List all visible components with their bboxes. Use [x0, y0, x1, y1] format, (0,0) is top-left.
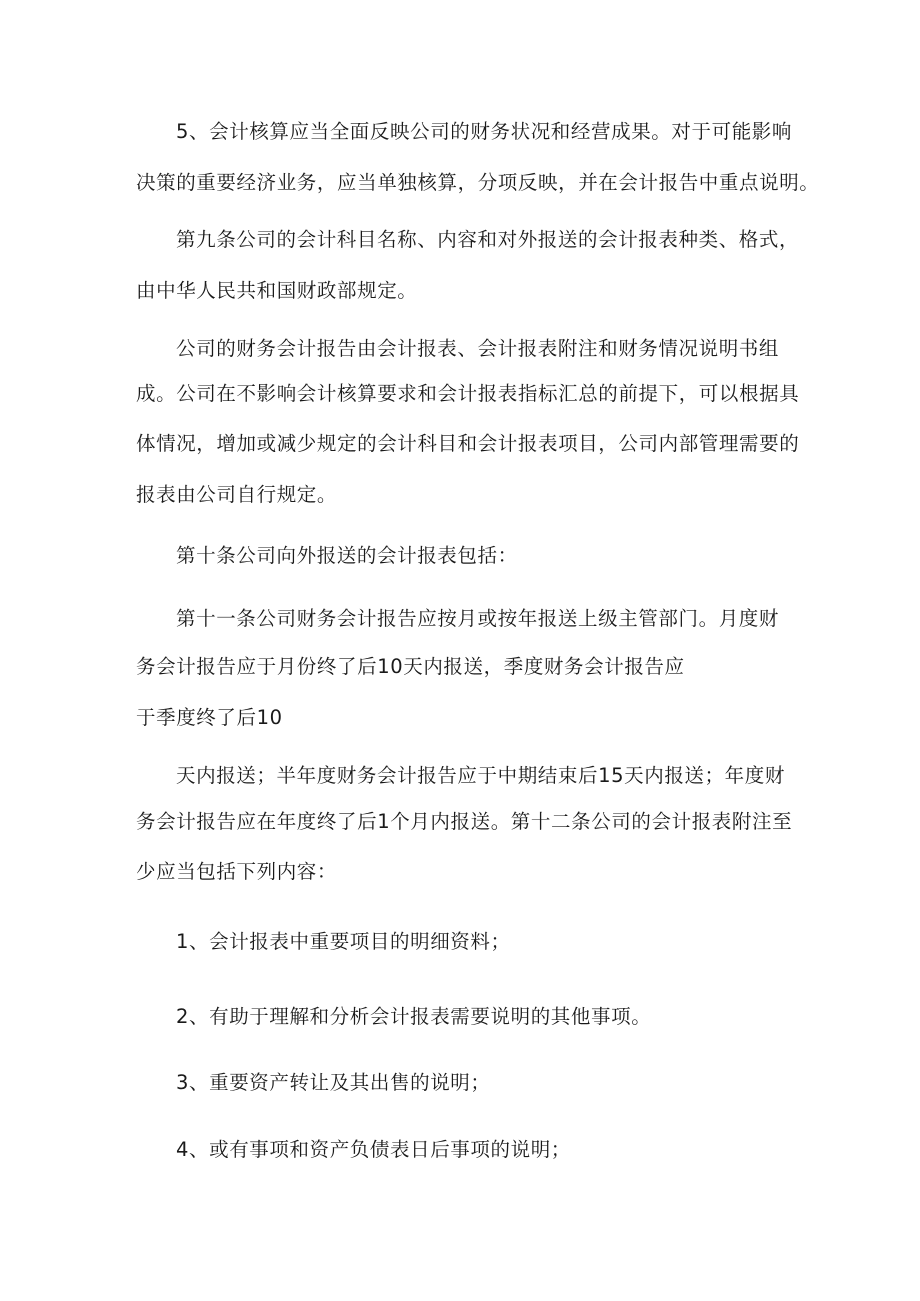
paragraph-3-line-2: 成。公司在不影响会计核算要求和会计报表指标汇总的前提下，可以根据具 — [136, 382, 800, 405]
paragraph-3-line-4: 报表由公司自行规定。 — [136, 483, 338, 506]
paragraph-6-line-1: 天内报送；半年度财务会计报告应于中期结束后15天内报送；年度财 — [176, 764, 785, 787]
paragraph-6-line-2: 务会计报告应在年度终了后1个月内报送。第十二条公司的会计报表附注至 — [136, 810, 793, 833]
list-item-2: 2、有助于理解和分析会计报表需要说明的其他事项。 — [176, 1005, 652, 1028]
paragraph-5-line-2: 务会计报告应于月份终了后10天内报送，季度财务会计报告应 — [136, 655, 685, 678]
list-item-1: 1、会计报表中重要项目的明细资料； — [176, 930, 511, 953]
list-item-3: 3、重要资产转让及其出售的说明； — [176, 1071, 491, 1094]
list-item-4: 4、或有事项和资产负债表日后事项的说明； — [176, 1138, 571, 1161]
paragraph-2-line-2: 由中华人民共和国财政部规定。 — [136, 279, 418, 302]
paragraph-1-line-2: 决策的重要经济业务，应当单独核算，分项反映，并在会计报告中重点说明。 — [136, 171, 820, 194]
paragraph-3-line-3: 体情况，增加或减少规定的会计科目和会计报表项目，公司内部管理需要的 — [136, 432, 800, 455]
paragraph-1-line-1: 5、会计核算应当全面反映公司的财务状况和经营成果。对于可能影响 — [176, 120, 793, 143]
paragraph-5-line-1: 第十一条公司财务会计报告应按月或按年报送上级主管部门。月度财 — [176, 607, 780, 630]
paragraph-2-line-1: 第九条公司的会计科目名称、内容和对外报送的会计报表种类、格式， — [176, 228, 800, 251]
paragraph-6-line-3: 少应当包括下列内容： — [136, 860, 338, 883]
paragraph-3-line-1: 公司的财务会计报告由会计报表、会计报表附注和财务情况说明书组 — [176, 337, 780, 360]
paragraph-5-line-3: 于季度终了后10 — [136, 706, 283, 729]
paragraph-4-line-1: 第十条公司向外报送的会计报表包括： — [176, 544, 518, 567]
